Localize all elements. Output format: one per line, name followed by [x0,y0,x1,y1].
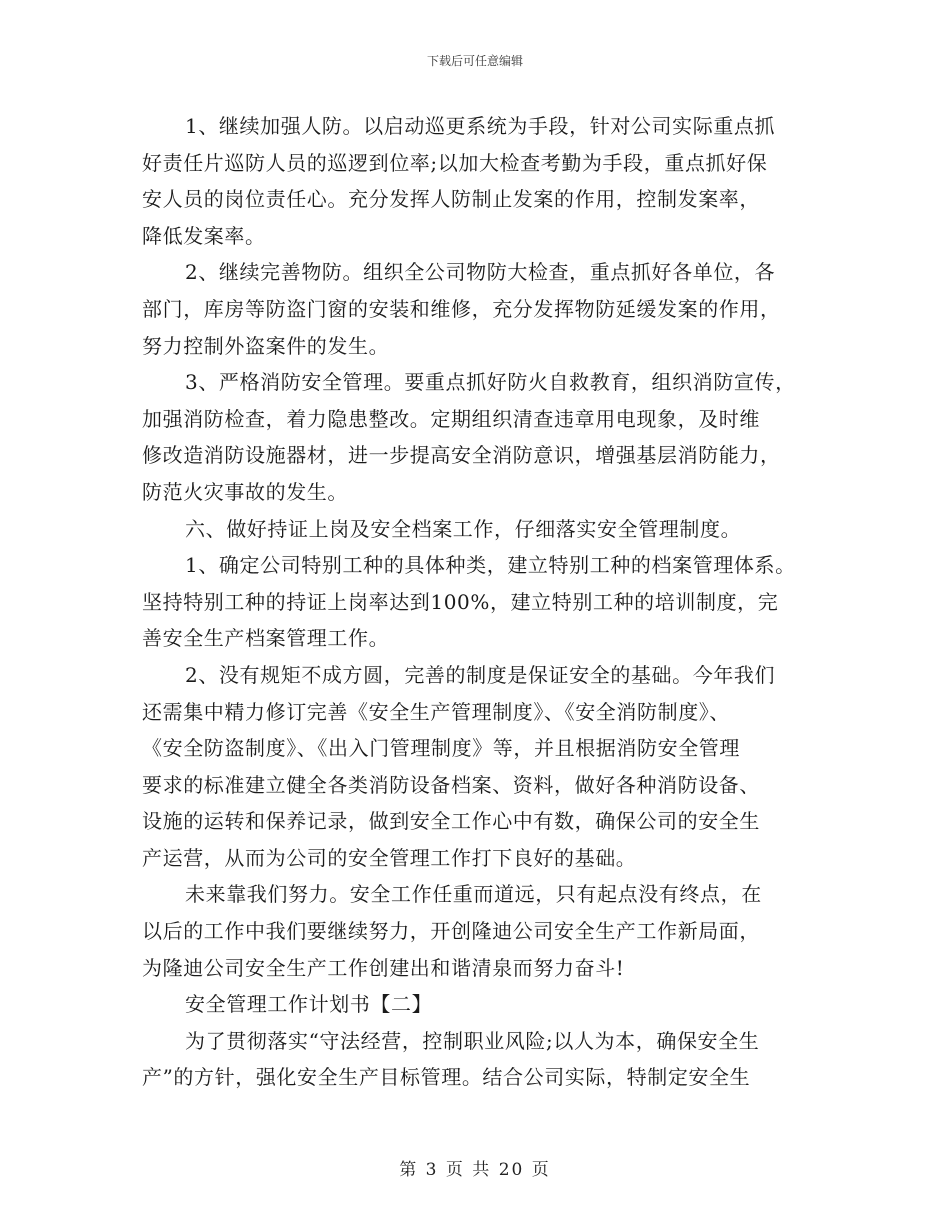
text-line: 设施的运转和保养记录，做到安全工作心中有数，确保公司的安全生 [142,809,760,834]
text-line: 安全管理工作计划书【二】 [185,992,433,1017]
text-line: 努力控制外盗案件的发生。 [142,333,390,358]
text-line: 安人员的岗位责任心。充分发挥人防制止发案的作用，控制发案率， [142,187,760,212]
document-body [142,108,822,1096]
text-line: 好责任片巡防人员的巡逻到位率;以加大检查考勤为手段，重点抓好保 [142,150,768,175]
text-line: 《安全防盗制度》、《出入门管理制度》等，并且根据消防安全管理 [142,736,740,761]
text-line: 为隆迪公司安全生产工作创建出和谐清泉而努力奋斗! [142,955,625,980]
text-line: 产”的方针，强化安全生产目标管理。结合公司实际，特制定安全生 [142,1065,751,1090]
text-line: 1、确定公司特别工种的具体种类，建立特别工种的档案管理体系。 [185,553,796,578]
text-line: 2、没有规矩不成方圆，完善的制度是保证安全的基础。今年我们 [185,662,776,687]
text-line: 部门，库房等防盗门窗的安装和维修，充分发挥物防延缓发案的作用， [142,296,781,321]
text-line: 1、继续加强人防。以启动巡更系统为手段，针对公司实际重点抓 [185,114,776,138]
text-line: 善安全生产档案管理工作。 [142,626,390,651]
text-line: 降低发案率。 [142,223,266,248]
text-line: 2、继续完善物防。组织全公司物防大检查，重点抓好各单位，各 [185,260,776,285]
page-footer: 第 3 页 共 20 页 [399,1160,551,1180]
text-line: 未来靠我们努力。安全工作任重而道远，只有起点没有终点，在 [185,882,762,907]
text-line: 防范火灾事故的发生。 [142,479,348,504]
text-line: 加强消防检查，着力隐患整改。定期组织清查违章用电现象，及时维 [142,406,760,431]
text-line: 3、严格消防安全管理。要重点抓好防火自救教育，组织消防宣传， [185,370,796,395]
text-line: 为了贯彻落实“守法经营，控制职业风险;以人为本，确保安全生 [185,1028,760,1053]
text-line: 以后的工作中我们要继续努力，开创隆迪公司安全生产工作新局面， [142,919,760,944]
text-line: 修改造消防设施器材，进一步提高安全消防意识，增强基层消防能力， [142,443,781,468]
text-line: 六、做好持证上岗及安全档案工作，仔细落实安全管理制度。 [185,516,742,541]
page-header: 下载后可任意编辑 [426,54,523,68]
text-line: 坚持特别工种的持证上岗率达到100%，建立特别工种的培训制度，完 [142,589,779,614]
text-line: 还需集中精力修订完善《安全生产管理制度》、《安全消防制度》、 [142,699,730,724]
text-line: 产运营，从而为公司的安全管理工作打下良好的基础。 [142,845,637,870]
text-line: 要求的标准建立健全各类消防设备档案、资料，做好各种消防设备、 [142,772,760,797]
